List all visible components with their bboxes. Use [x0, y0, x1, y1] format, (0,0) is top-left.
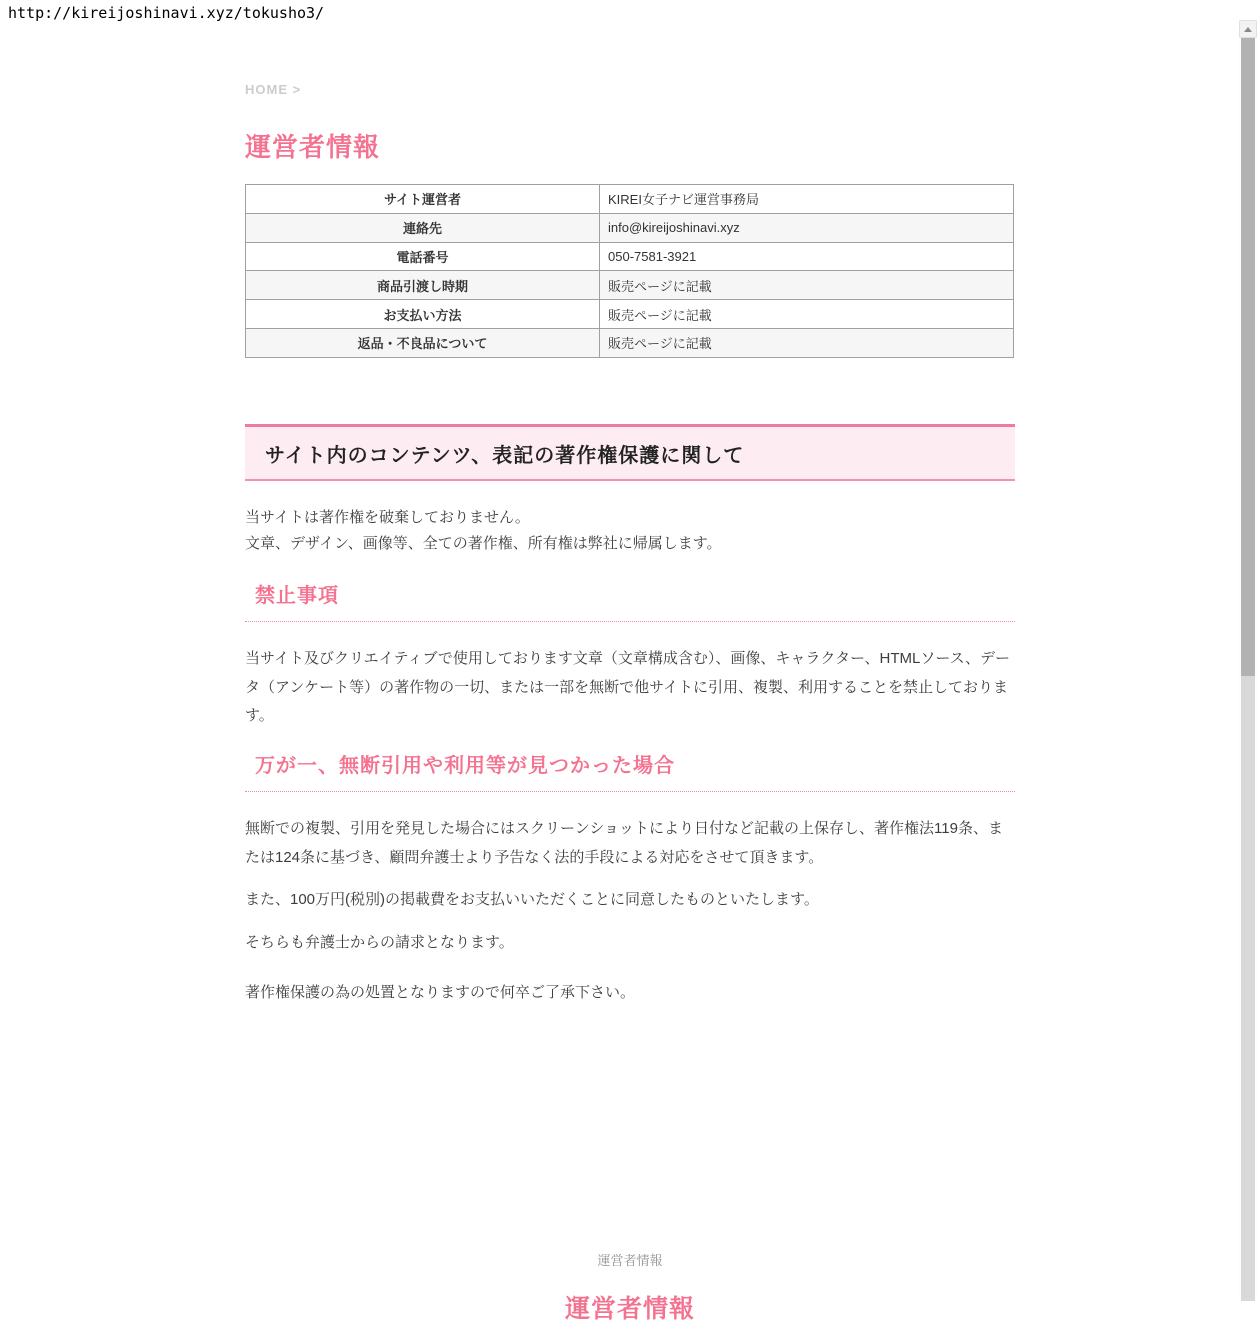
- table-row-value: 050-7581-3921: [608, 248, 697, 264]
- scrollbar-thumb[interactable]: [1241, 38, 1255, 676]
- violation-case-heading: 万が一、無断引用や利用等が見つかった場合: [245, 752, 1015, 792]
- table-row: [246, 185, 1013, 214]
- table-row-label: お支払い方法: [246, 300, 600, 328]
- footer-next-section-title: 運営者情報: [564, 1295, 695, 1323]
- printed-url-header: http://kireijoshinavi.xyz/tokusho3/: [8, 4, 325, 22]
- table-row: [246, 243, 1013, 272]
- vertical-scrollbar[interactable]: [1239, 20, 1257, 1301]
- operator-info-table: [245, 184, 1014, 358]
- copyright-intro-paragraph: [245, 505, 1015, 557]
- breadcrumb-separator: >: [292, 82, 302, 97]
- scrollbar-up-button[interactable]: [1239, 20, 1257, 38]
- table-row-value: 販売ページに記載: [608, 278, 712, 294]
- arrow-up-icon: [1244, 27, 1252, 32]
- table-row-label: 連絡先: [246, 214, 600, 242]
- prohibited-items-paragraph: 当サイト及びクリエイティブで使用しております文章（文章構成含む）、画像、キャラクター、HTMLソース、データ（アンケート等）の著作物の一切、または一部を無断で他サイトに引用、複製、利用することを禁止しております。: [245, 650, 1011, 724]
- copyright-section-heading: サイト内のコンテンツ、表記の著作権保護に関して: [245, 424, 1015, 481]
- violation-paragraph: 著作権保護の為の処置となりますので何卒ご了承下さい。: [245, 984, 636, 1001]
- table-row-value: 販売ページに記載: [608, 307, 712, 323]
- prohibited-items-heading: 禁止事項: [245, 582, 1015, 622]
- page-title: 運営者情報: [245, 132, 381, 162]
- table-row-label: 商品引渡し時期: [246, 271, 600, 299]
- violation-paragraph: そちらも弁護士からの請求となります。: [245, 934, 514, 951]
- violation-paragraph: また、100万円(税別)の掲載費をお支払いいただくことに同意したものといたします。: [245, 891, 819, 908]
- intro-line: 当サイトは著作権を破棄しておりません。: [245, 509, 530, 526]
- table-row-label: サイト運営者: [246, 185, 600, 213]
- table-row-label: 返品・不良品について: [246, 329, 600, 357]
- table-row: [246, 214, 1013, 243]
- table-row: [246, 271, 1013, 300]
- breadcrumb-home-link[interactable]: HOME: [245, 82, 288, 97]
- footer-operator-info-link[interactable]: 運営者情報: [597, 1253, 663, 1268]
- table-row-label: 電話番号: [246, 243, 600, 271]
- table-row: [246, 329, 1013, 358]
- table-row: [246, 300, 1013, 329]
- intro-line: 文章、デザイン、画像等、全ての著作権、所有権は弊社に帰属します。: [245, 535, 722, 552]
- table-row-value: 販売ページに記載: [608, 336, 712, 352]
- violation-paragraph: 無断での複製、引用を発見した場合にはスクリーンショットにより日付など記載の上保存し、著作権法119条、または124条に基づき、顧問弁護士より予告なく法的手段による対応をさせて頂きます。: [245, 820, 1003, 866]
- table-row-value: KIREI女子ナビ運営事務局: [608, 192, 759, 208]
- footer-nav: [245, 1250, 1015, 1269]
- breadcrumb: [245, 82, 301, 97]
- table-row-value: info@kireijoshinavi.xyz: [608, 220, 740, 236]
